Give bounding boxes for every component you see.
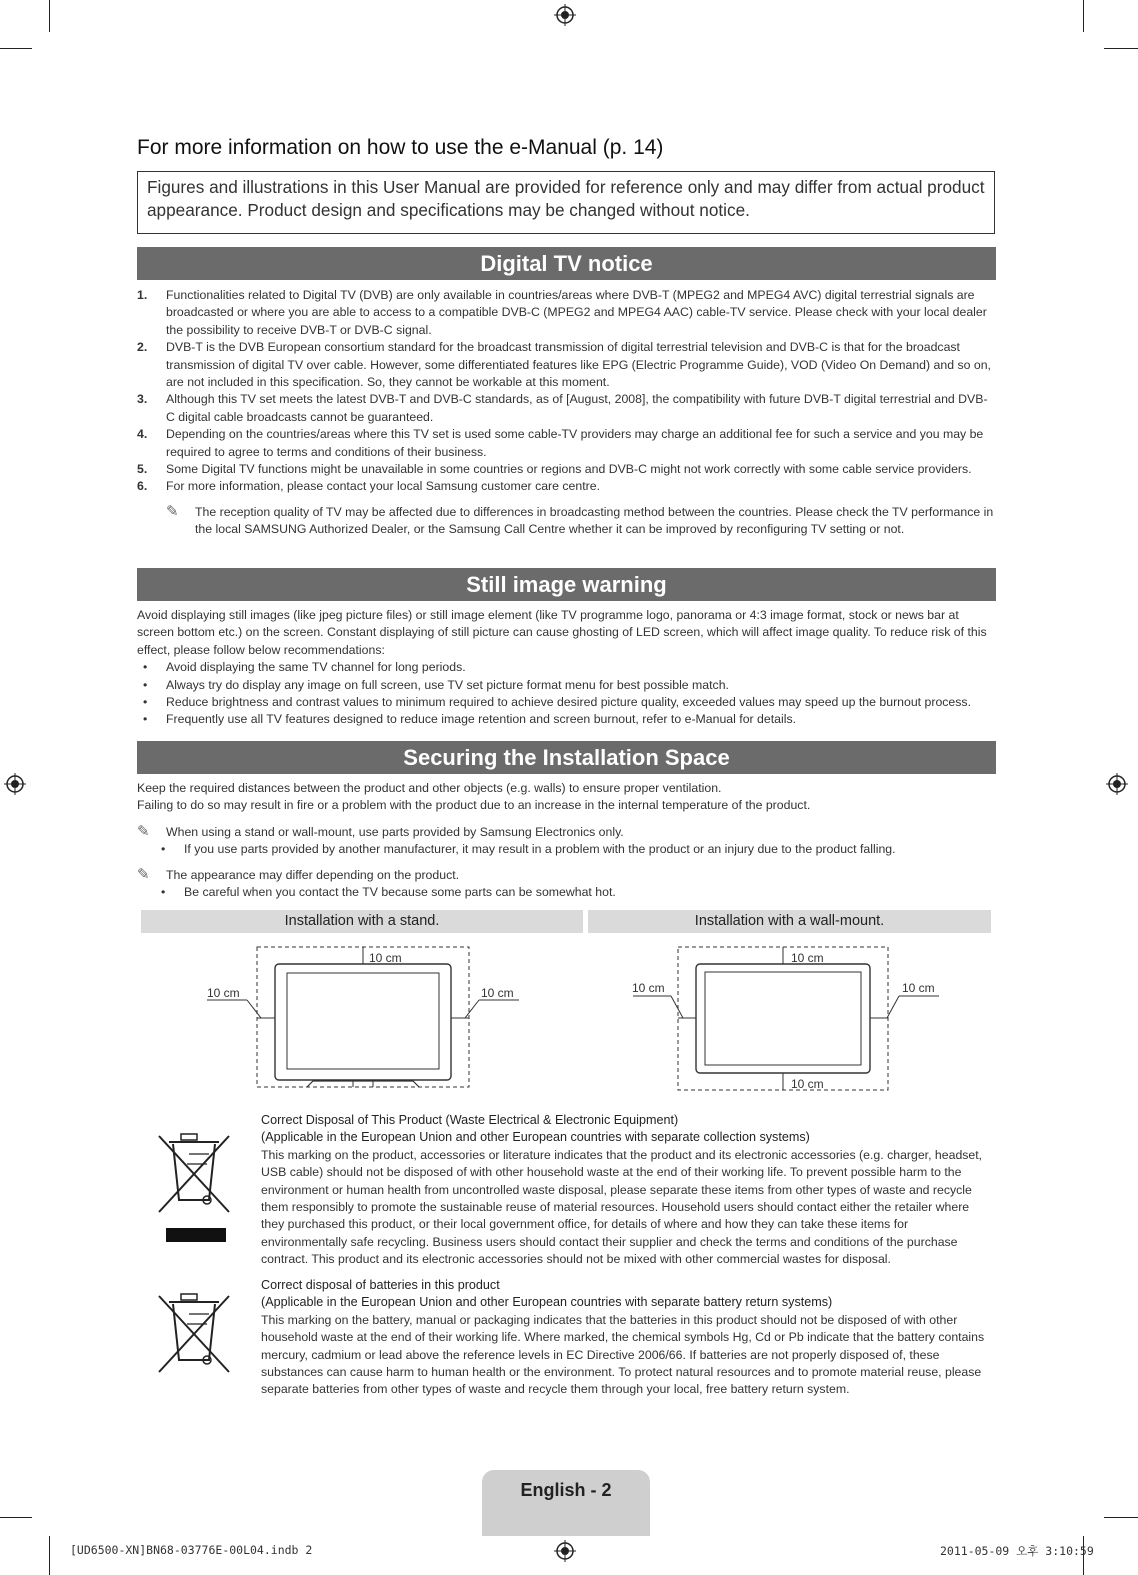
crop-mark bbox=[1104, 48, 1138, 49]
installation-intro-line: Keep the required distances between the product and other objects (e.g. walls) to ensure proper ventilation. bbox=[137, 781, 722, 795]
digital-tv-banner: Digital TV notice bbox=[137, 247, 996, 280]
file-imprint: [UD6500-XN]BN68-03776E-00L04.indb 2 bbox=[70, 1543, 313, 1557]
still-image-banner: Still image warning bbox=[137, 568, 996, 601]
right-distance-label: 10 cm bbox=[902, 981, 935, 995]
registration-mark-icon bbox=[554, 1540, 576, 1562]
list-item: 4. Depending on the countries/areas where this TV set is used some cable-TV providers may charge an additional fee for such a service and you may be required to agree to terms and conditions of their business. bbox=[137, 427, 984, 459]
registration-mark-icon bbox=[4, 773, 26, 795]
battery-disposal-text: This marking on the battery, manual or packaging indicates that the batteries in this product should not be disposed of with other household waste at the end of their working life. Where marked, the chemical symbols Hg, Cd or Pb indicate that the battery contains mercury, cadmium or lead above the reference levels in EC Directive 2006/66. If batteries are not properly disposed of, these substances can cause harm to human health or the environment. To protect natural resources and to promote material reuse, please separate batteries from other types of waste and recycle them through your local, free battery return system. bbox=[261, 1312, 985, 1397]
installation-intro bbox=[137, 780, 992, 815]
list-item: • Always try do display any image on full screen, use TV set picture format menu for best possible match. bbox=[137, 677, 992, 694]
stand-installation-header: Installation with a stand. bbox=[141, 910, 583, 933]
pencil-note-icon: ✎ bbox=[137, 866, 150, 883]
list-item: • Avoid displaying the same TV channel for long periods. bbox=[137, 659, 992, 676]
right-distance-label: 10 cm bbox=[481, 986, 514, 1000]
battery-disposal-subtitle: (Applicable in the European Union and other European countries with separate battery return systems) bbox=[261, 1295, 833, 1310]
crop-mark bbox=[0, 48, 32, 49]
crop-mark bbox=[49, 1536, 50, 1575]
product-disposal-section bbox=[261, 1112, 993, 1269]
page-heading: For more information on how to use the e-Manual (p. 14) bbox=[137, 136, 664, 159]
pencil-note-icon: ✎ bbox=[166, 503, 179, 520]
still-image-bullets bbox=[137, 659, 992, 729]
digital-tv-list bbox=[137, 287, 992, 496]
left-distance-label: 10 cm bbox=[632, 981, 665, 995]
installation-note-1: ✎ When using a stand or wall-mount, use parts provided by Samsung Electronics only. • If you use parts provided by another manufacturer, it may result in a problem with the product or an injury due to the product falling. bbox=[137, 824, 992, 859]
list-item: 1. Functionalities related to Digital TV (DVB) are only available in countries/areas where DVB-T (MPEG2 and MPEG4 AVC) digital terrestrial signals are broadcasted or where you are able to access to a compatible DVB-C (MPEG2 and MPEG4 AAC) cable-TV service. Please check with your local dealer the possibility to receive DVB-T or DVB-C signal. bbox=[137, 288, 987, 337]
top-distance-label: 10 cm bbox=[791, 951, 824, 965]
crop-mark bbox=[0, 1517, 32, 1518]
list-item: • Be careful when you contact the TV because some parts can be somewhat hot. bbox=[155, 884, 992, 901]
battery-disposal-title: Correct disposal of batteries in this product bbox=[261, 1278, 500, 1292]
crop-mark bbox=[1104, 1517, 1138, 1518]
left-distance-label: 10 cm bbox=[207, 986, 240, 1000]
list-item: 6. For more information, please contact your local Samsung customer care centre. bbox=[137, 479, 600, 494]
crop-mark bbox=[49, 0, 50, 32]
installation-intro-line: Failing to do so may result in fire or a problem with the product due to an increase in the internal temperature of the product. bbox=[137, 798, 811, 813]
registration-mark-icon bbox=[554, 4, 576, 26]
registration-mark-icon bbox=[1106, 773, 1128, 795]
stand-installation-diagram bbox=[195, 940, 535, 1090]
page-number-badge: English - 2 bbox=[482, 1470, 650, 1536]
battery-disposal-section bbox=[261, 1277, 993, 1399]
list-item: 5. Some Digital TV functions might be unavailable in some countries or regions and DVB-C might not work correctly with some cable service providers. bbox=[137, 462, 972, 477]
list-item: • Reduce brightness and contrast values to minimum required to achieve desired picture quality, exceeded values may speed up the burnout process. bbox=[137, 694, 992, 711]
list-item: • If you use parts provided by another manufacturer, it may result in a problem with the product or an injury due to the product falling. bbox=[155, 841, 992, 858]
crossed-bin-battery-icon bbox=[155, 1290, 233, 1375]
still-image-section bbox=[137, 607, 992, 729]
list-item: • Frequently use all TV features designed to reduce image retention and screen burnout, refer to e-Manual for details. bbox=[137, 711, 992, 728]
bottom-distance-label: 10 cm bbox=[791, 1077, 824, 1091]
installation-note-2: ✎ The appearance may differ depending on the product. • Be careful when you contact the TV because some parts can be somewhat hot. bbox=[137, 867, 992, 902]
installation-banner: Securing the Installation Space bbox=[137, 741, 996, 774]
crossed-bin-weee-icon bbox=[155, 1130, 233, 1245]
wall-installation-diagram bbox=[625, 940, 945, 1092]
digital-tv-note: ✎ The reception quality of TV may be affected due to differences in broadcasting method between the countries. Please check the TV performance in the local SAMSUNG Authorized Dealer, or the Samsung Call Centre whether it can be improved by reconfiguring TV setting or not. bbox=[166, 503, 994, 537]
top-distance-label: 10 cm bbox=[369, 951, 402, 965]
disclaimer-box: Figures and illustrations in this User Manual are provided for reference only and may differ from actual product appearance. Product design and specifications may be changed without notice. bbox=[137, 171, 995, 234]
crop-mark bbox=[1083, 0, 1084, 32]
pencil-note-icon: ✎ bbox=[137, 823, 150, 840]
list-item: 3. Although this TV set meets the latest DVB-T and DVB-C standards, as of [August, 2008], the compatibility with future DVB-T digital terrestrial and DVB-C digital cable broadcasts cannot be guaranteed. bbox=[137, 392, 988, 424]
product-disposal-title: Correct Disposal of This Product (Waste Electrical & Electronic Equipment) bbox=[261, 1113, 679, 1127]
wall-installation-header: Installation with a wall-mount. bbox=[588, 910, 991, 933]
product-disposal-subtitle: (Applicable in the European Union and other European countries with separate collection systems) bbox=[261, 1130, 810, 1145]
timestamp-imprint: 2011-05-09 오후 3:10:59 bbox=[940, 1544, 1094, 1558]
still-image-intro: Avoid displaying still images (like jpeg picture files) or still image element (like TV programme logo, panorama or 4:3 image format, stock or news bar at screen bottom etc.) on the screen. Constant displaying of still picture can cause ghosting of LED screen, which will affect image quality. To reduce risk of this effect, please follow below recommendations: bbox=[137, 608, 987, 657]
list-item: 2. DVB-T is the DVB European consortium standard for the broadcast transmission of digital terrestrial television and DVB-C is that for the broadcast transmission of digital TV over cable. However, some differentiated features like EPG (Electric Programme Guide), VOD (Video On Demand) and so on, are not included in this specification. So, they cannot be workable at this moment. bbox=[137, 340, 991, 390]
product-disposal-text: This marking on the product, accessories or literature indicates that the product and its electronic accessories (e.g. charger, headset, USB cable) should not be disposed of with other household waste at the end of their working life. To prevent possible harm to the environment or human health from uncontrolled waste disposal, please separate these items from other types of waste and recycle them responsibly to promote the sustainable reuse of material resources. Household users should contact either the retailer where they purchased this product, or their local government office, for details of where and how they can take these items for environmentally safe recycling. Business users should contact their supplier and check the terms and conditions of the purchase contract. This product and its electronic accessories should not be mixed with other commercial wastes for disposal. bbox=[261, 1147, 983, 1267]
